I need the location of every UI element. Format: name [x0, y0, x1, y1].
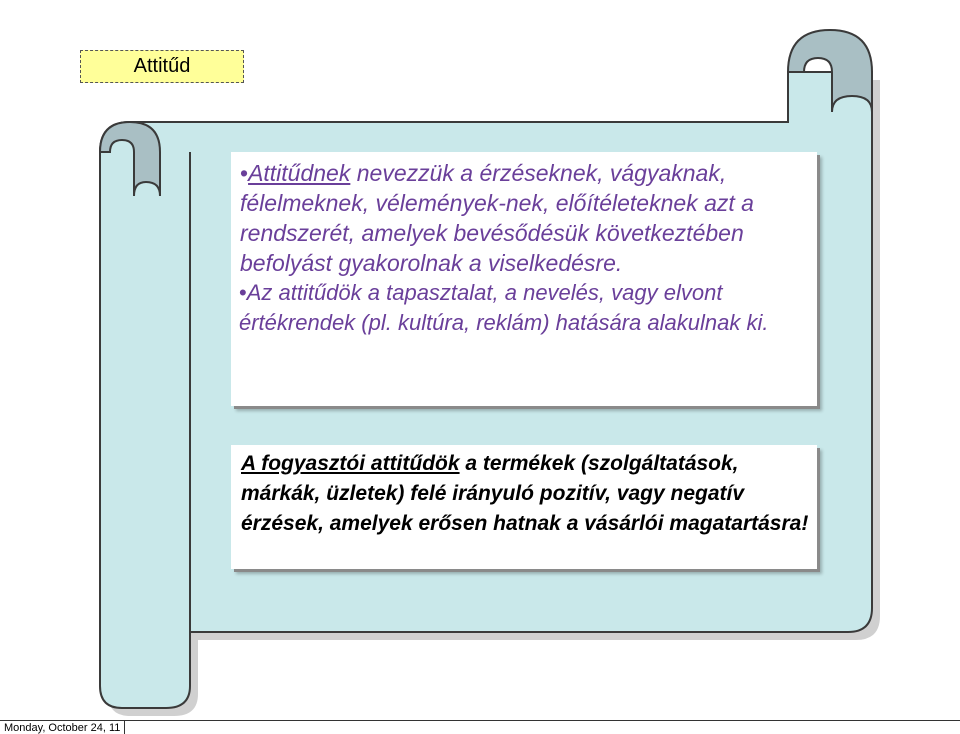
bullet: • — [239, 280, 247, 305]
definition-paragraph — [239, 158, 807, 278]
slide-title: Attitűd — [80, 50, 244, 83]
footer-date: Monday, October 24, 11 — [0, 721, 125, 734]
footer-bar — [0, 720, 960, 734]
formation-text: Az attitűdök a tapasztalat, a nevelés, vagy elvont értékrendek (pl. kultúra, reklám) hatására alakulnak ki. — [239, 280, 769, 335]
definition-text: nevezzük a érzéseknek, vágyaknak, félelmeknek, vélemények-nek, előítéleteknek azt a rendszerét, amelyek bevésődésük következtében befolyást gyakorolnak a viselkedésre. — [240, 160, 754, 276]
formation-paragraph — [239, 278, 807, 338]
consumer-attitude-card — [231, 445, 817, 569]
definition-card — [231, 152, 817, 406]
bullet: • — [240, 160, 249, 186]
definition-keyword: Attitűdnek — [248, 160, 351, 186]
consumer-attitude-text: a termékek (szolgáltatások, márkák, üzletek) felé irányuló pozitív, vagy negatív érzések, amelyek erősen hatnak a vásárlói magatartásra! — [241, 452, 809, 535]
consumer-attitude-keyword: A fogyasztói attitűdök — [241, 452, 460, 475]
